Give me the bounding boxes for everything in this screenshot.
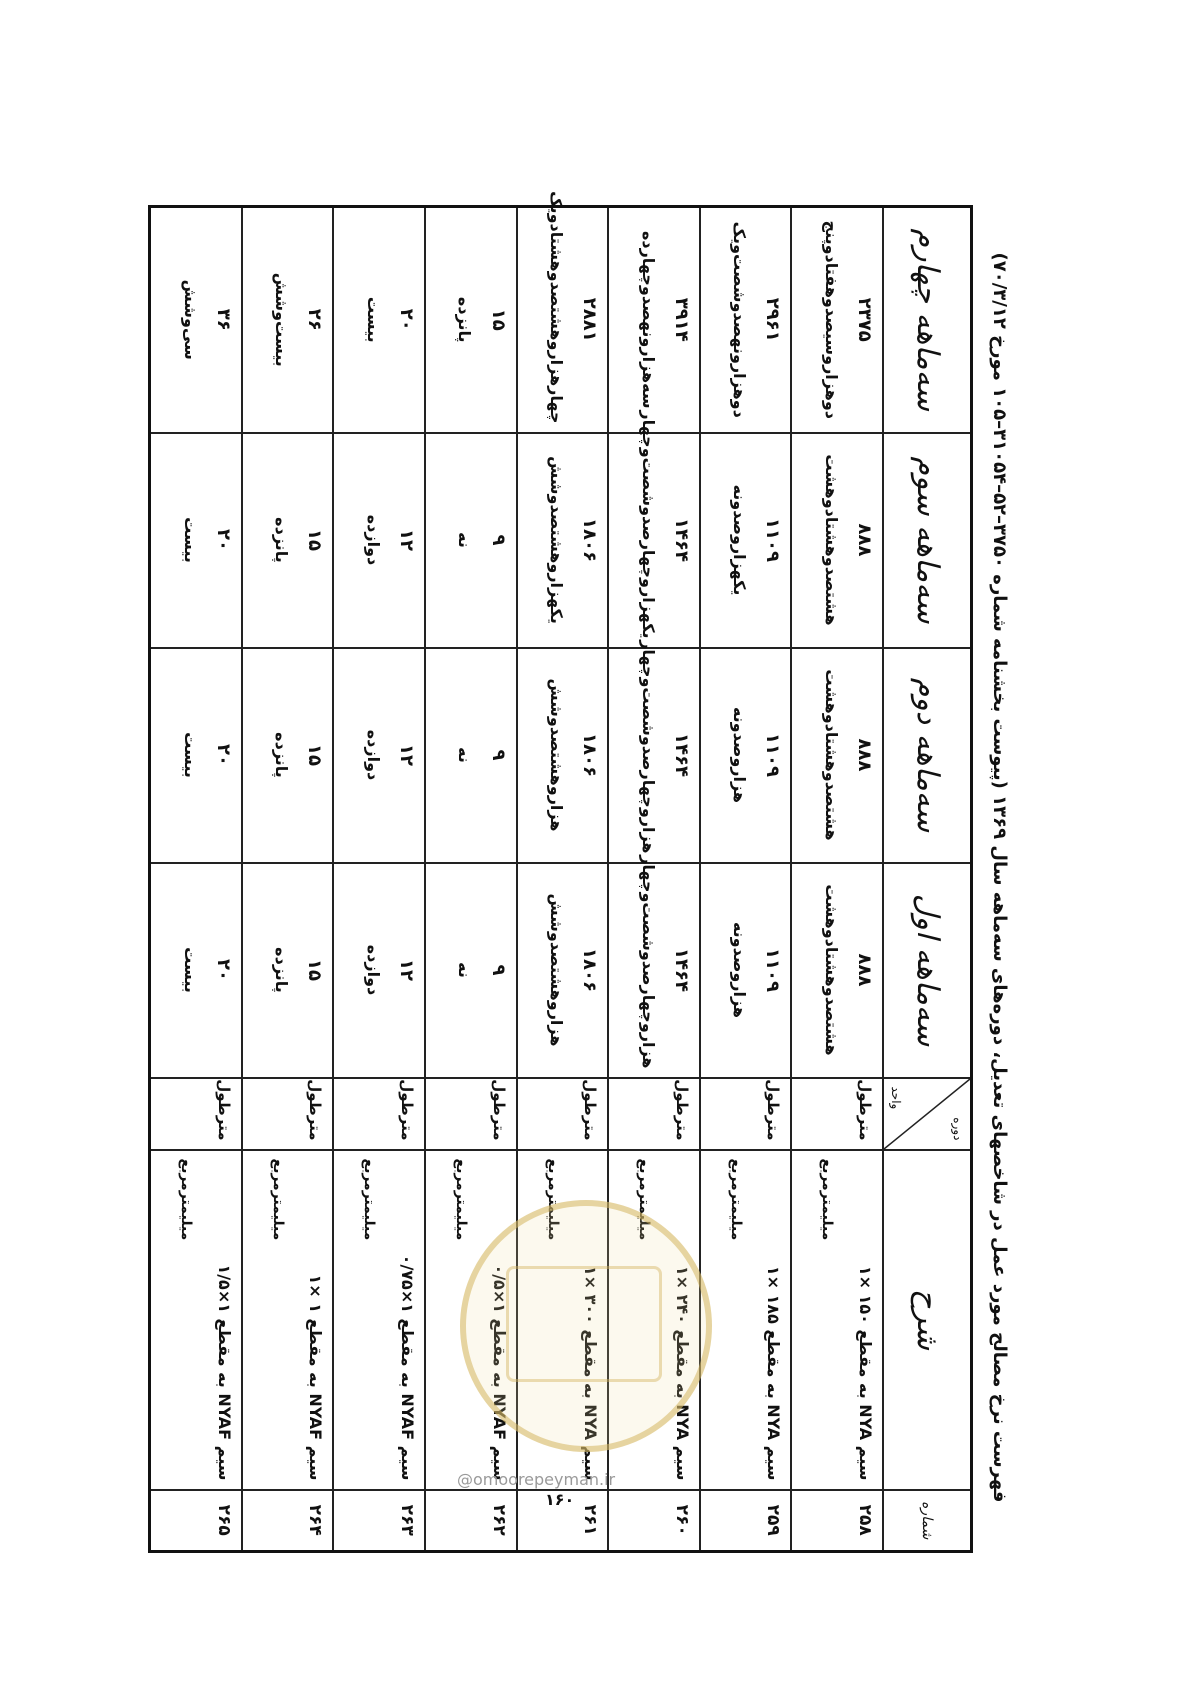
- row-unit: [333, 1078, 425, 1150]
- cell-q2: [791, 648, 883, 863]
- q1-words: دوازده: [363, 944, 383, 996]
- q1-words: هشتصدوهشتادوهشت: [821, 884, 841, 1056]
- cell-q1: [425, 863, 517, 1078]
- cell-q1: [242, 863, 334, 1078]
- q1-number: ۹: [487, 964, 509, 976]
- q4-number: ۳۹۱۴: [670, 297, 692, 342]
- row-number: [333, 1490, 425, 1552]
- row-number: [242, 1490, 334, 1552]
- cell-q3: [333, 433, 425, 648]
- q2-words: پانزده: [272, 732, 292, 778]
- header-unit-label: واحد: [889, 1086, 904, 1110]
- q3-words: یکهزاروچهارصدوشصت‌وچهار: [638, 410, 658, 639]
- watermark-text: @omoorepeyman.ir: [457, 1470, 616, 1489]
- row-number: [700, 1490, 792, 1552]
- header-q1: سه‌ماهه اول: [883, 863, 972, 1078]
- desc-text: سیم NYA به مقطع ۱۵۰ ×۱: [856, 1265, 875, 1481]
- desc-unit: میلیمترمربع: [819, 1158, 836, 1241]
- cell-q4: [333, 207, 425, 433]
- cell-q1: [700, 863, 792, 1078]
- header-q3: سه‌ماهه سوم: [883, 433, 972, 648]
- q4-words: دوهزارونهصدوشصت‌ویک: [730, 221, 750, 418]
- q3-number: ۱۵: [304, 529, 326, 551]
- desc-unit: میلیمترمربع: [636, 1158, 653, 1241]
- q1-number: ۱۲: [396, 959, 418, 981]
- q2-words: دوازده: [363, 729, 383, 781]
- q4-number: ۲۹۶۱: [762, 297, 784, 342]
- row-number: [608, 1490, 700, 1552]
- q2-number: ۸۸۸: [854, 738, 875, 772]
- cell-q4: [150, 207, 242, 433]
- cell-q4: [425, 207, 517, 433]
- table-row: [150, 207, 242, 1552]
- desc-unit: میلیمترمربع: [178, 1158, 195, 1241]
- row-unit: [608, 1078, 700, 1150]
- q4-words: بیست‌وشش: [272, 272, 292, 367]
- cell-q4: [242, 207, 334, 433]
- q4-number: ۱۵: [487, 308, 509, 331]
- q2-words: نه: [455, 747, 475, 763]
- table-row: [700, 207, 792, 1552]
- desc-unit: میلیمترمربع: [269, 1158, 286, 1241]
- q2-words: هزاروهشتصدوشش: [546, 678, 566, 832]
- row-number-text: ۲۶۳: [397, 1504, 418, 1536]
- unit-text: مترطول: [214, 1079, 233, 1141]
- row-number: [791, 1490, 883, 1552]
- cell-q3: [791, 433, 883, 648]
- q1-number: ۱۵: [304, 959, 326, 981]
- cell-q4: [700, 207, 792, 433]
- unit-text: مترطول: [398, 1079, 417, 1141]
- desc-unit: میلیمترمربع: [361, 1158, 378, 1241]
- q1-number: ۱۸۰۶: [579, 948, 601, 992]
- cell-q3: [242, 433, 334, 648]
- q2-number: ۹: [487, 749, 509, 761]
- q1-number: ۸۸۸: [854, 953, 875, 987]
- row-unit: [517, 1078, 609, 1150]
- unit-text: مترطول: [306, 1079, 325, 1141]
- cell-q2: [608, 640, 700, 863]
- q2-number: ۱۵: [304, 744, 326, 766]
- q4-words: سی‌وشش: [180, 279, 200, 360]
- unit-text: مترطول: [489, 1079, 508, 1141]
- q2-words: هزاروچهارصدوشصت‌وچهار: [638, 640, 658, 854]
- cell-q3: [517, 433, 609, 648]
- unit-text: مترطول: [581, 1079, 600, 1141]
- q1-words: هزاروصدونه: [730, 921, 750, 1019]
- unit-text: مترطول: [764, 1079, 783, 1141]
- desc-text: سیم NYA به مقطع ۳۰۰ ×۱: [581, 1265, 601, 1481]
- q4-words: دوهزاروسیصدوهفتادوپنج: [821, 220, 841, 419]
- row-number-text: ۲۶۵: [213, 1504, 234, 1536]
- row-number: [150, 1490, 242, 1552]
- header-row: [883, 207, 972, 1552]
- cell-q2: [425, 648, 517, 863]
- stamp-emblem: [506, 1266, 662, 1382]
- cell-q4: [791, 207, 883, 433]
- row-number-text: ۲۶۰: [671, 1504, 692, 1536]
- cell-q3: [425, 433, 517, 648]
- q3-words: دوازده: [363, 514, 383, 566]
- row-unit: [242, 1078, 334, 1150]
- header-q2: سه‌ماهه دوم: [883, 648, 972, 863]
- row-unit: [150, 1078, 242, 1150]
- page-heading: فهرست نرخ مصالح مورد عمل در شاخصهای تعدیل، دوره‌های سه‌ماهه سال ۱۳۶۹ (پیوست بخشنامه شماره ۳۷۵۰–۵۲–۳۱۰۵۴–۱۰۵ مورخ ۷۰/۳/۱۲): [989, 252, 1010, 1503]
- row-number-text: ۲۵۹: [763, 1504, 784, 1536]
- q4-number: ۲۳۷۵: [854, 297, 875, 342]
- cell-q2: [700, 648, 792, 863]
- row-unit: [791, 1078, 883, 1150]
- cell-q1: [333, 863, 425, 1078]
- cell-q3: [700, 433, 792, 648]
- cell-q2: [242, 648, 334, 863]
- cell-q3: [608, 410, 700, 648]
- unit-text: مترطول: [672, 1079, 691, 1141]
- header-q4: سه‌ماهه چهارم: [883, 207, 972, 433]
- row-description: [242, 1150, 334, 1490]
- q4-number: ۲۶: [304, 308, 326, 331]
- q3-number: ۲۰: [212, 529, 234, 551]
- q3-words: هشتصدوهشتادوهشت: [821, 454, 841, 626]
- cell-q2: [333, 648, 425, 863]
- row-number-text: ۲۵۸: [855, 1504, 875, 1536]
- unit-text: مترطول: [856, 1079, 874, 1141]
- q4-words: سه‌هزارونهصدوچهارده: [638, 230, 658, 409]
- q3-words: نه: [455, 532, 475, 548]
- row-unit: [425, 1078, 517, 1150]
- q2-words: هشتصدوهشتادوهشت: [821, 669, 841, 841]
- row-unit: [700, 1078, 792, 1150]
- cell-q4: [608, 207, 700, 433]
- desc-text: سیم NYAF به مقطع ۱×۰/۷۵: [398, 1254, 418, 1481]
- cell-q1: [517, 863, 609, 1078]
- q3-number: ۸۸۸: [854, 523, 875, 557]
- row-description: [333, 1150, 425, 1490]
- desc-text: سیم NYAF به مقطع ۱ ×۱: [306, 1274, 326, 1481]
- header-rownum: شماره: [883, 1490, 972, 1552]
- row-number-text: ۲۶۲: [488, 1504, 509, 1536]
- q3-number: ۱۴۶۴: [670, 518, 692, 562]
- q3-number: ۱۱۰۹: [762, 518, 784, 562]
- q3-words: پانزده: [272, 517, 292, 563]
- q1-number: ۲۰: [212, 959, 234, 981]
- desc-unit: میلیمترمربع: [453, 1158, 470, 1241]
- cell-q3: [150, 433, 242, 648]
- row-description: [791, 1150, 883, 1490]
- q4-words: بیست: [363, 296, 383, 343]
- q1-number: ۱۱۰۹: [762, 948, 784, 992]
- q4-number: ۲۰: [396, 308, 418, 331]
- desc-unit: میلیمترمربع: [544, 1158, 561, 1241]
- q2-number: ۱۸۰۶: [579, 733, 601, 777]
- cell-q1: [791, 863, 883, 1078]
- q1-words: هزاروچهارصدوشصت‌وچهار: [638, 855, 658, 1069]
- row-number-text: ۲۶۱: [580, 1504, 601, 1536]
- q1-words: هزاروهشتصدوشش: [546, 893, 566, 1047]
- q2-words: هزاروصدونه: [730, 706, 750, 804]
- row-description: [150, 1150, 242, 1490]
- desc-text: سیم NYAF به مقطع ۱×۱/۵: [214, 1264, 234, 1481]
- table-row: [242, 207, 334, 1552]
- cell-q4: [517, 191, 609, 433]
- table-row: [791, 207, 883, 1552]
- desc-text: سیم NYA به مقطع ۱۸۵ ×۱: [764, 1265, 784, 1481]
- header-description: شرح: [883, 1150, 972, 1490]
- q2-number: ۱۴۶۴: [670, 733, 692, 777]
- cell-q2: [150, 648, 242, 863]
- desc-unit: میلیمترمربع: [727, 1158, 744, 1241]
- q3-number: ۱۲: [396, 529, 418, 551]
- cell-q1: [150, 863, 242, 1078]
- q3-number: ۱۸۰۶: [579, 518, 601, 562]
- q4-words: پانزده: [455, 296, 475, 343]
- q3-number: ۹: [487, 534, 509, 546]
- row-number: [425, 1490, 517, 1552]
- row-number-text: ۲۶۴: [305, 1504, 326, 1536]
- q2-words: بیست: [180, 732, 200, 778]
- row-description: [700, 1150, 792, 1490]
- q3-words: بیست: [180, 517, 200, 563]
- q4-number: ۳۶: [212, 308, 234, 331]
- q3-words: یکهزاروصدونه: [730, 484, 750, 596]
- q1-words: نه: [455, 962, 475, 978]
- q4-number: ۲۸۸۱: [579, 297, 601, 342]
- q3-words: یکهزاروهشتصدوشش: [546, 456, 566, 624]
- q2-number: ۱۱۰۹: [762, 733, 784, 777]
- stamp-watermark: [460, 1200, 712, 1452]
- q1-number: ۱۴۶۴: [670, 948, 692, 992]
- q1-words: بیست: [180, 947, 200, 993]
- cell-q2: [517, 648, 609, 863]
- header-unit-sub: دوره: [951, 1117, 965, 1141]
- q4-words: چهارهزاروهشتصدوهشتادویک: [546, 191, 566, 424]
- q2-number: ۱۲: [396, 744, 418, 766]
- table-row: [333, 207, 425, 1552]
- desc-text: سیم NYA به مقطع ۲۴۰ ×۱: [672, 1265, 692, 1481]
- q1-words: پانزده: [272, 947, 292, 993]
- cell-q1: [608, 855, 700, 1078]
- header-unit: [883, 1078, 972, 1150]
- desc-text: سیم NYAF به مقطع ۱×۰/۵: [489, 1264, 509, 1481]
- page-number: ۱۶۰: [545, 1490, 575, 1509]
- q2-number: ۲۰: [212, 744, 234, 766]
